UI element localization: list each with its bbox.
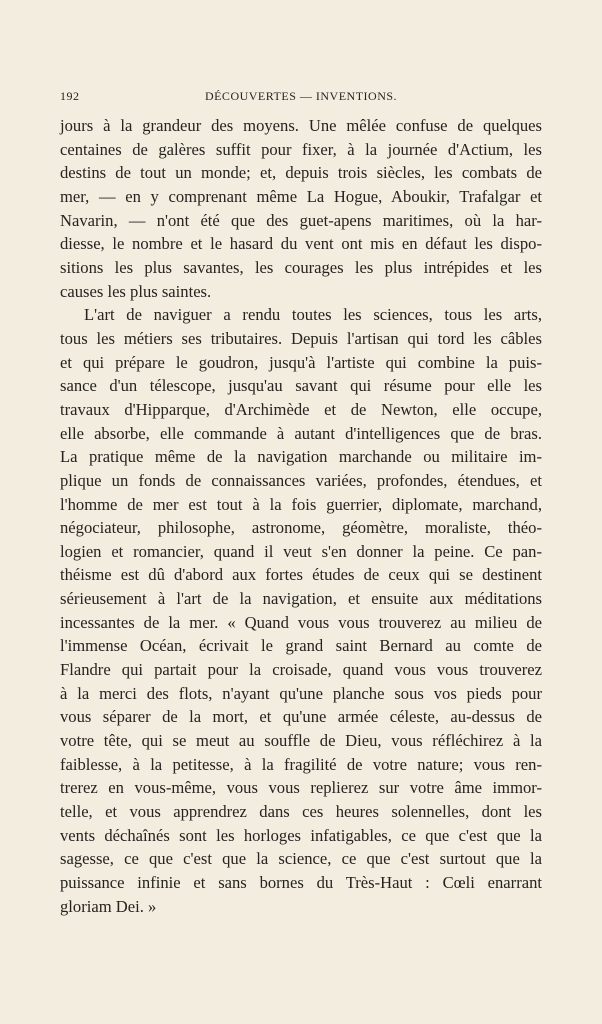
- text-line: sagesse, ce que c'est que la science, ce que c'est surtout que la: [60, 849, 542, 869]
- text-line: causes les plus saintes.: [60, 281, 212, 301]
- running-title: DÉCOUVERTES — INVENTIONS.: [204, 89, 398, 103]
- paragraph: [60, 114, 542, 303]
- text-line: l'immense Océan, écrivait le grand saint Bernard au comte de: [60, 636, 542, 656]
- text-line: sitions les plus savantes, les courages les plus intrépides et les: [60, 257, 542, 277]
- text-line: l'homme de mer est tout à la fois guerrier, diplomate, marchand,: [60, 494, 542, 514]
- running-header: [60, 89, 542, 109]
- text-line: tous les métiers ses tributaires. Depuis l'artisan qui tord les câbles: [60, 328, 542, 348]
- page-number: 192: [60, 89, 80, 103]
- text-line: telle, et vous apprendrez dans ces heures solennelles, dont les: [60, 802, 542, 822]
- text-line: L'art de naviguer a rendu toutes les sciences, tous les arts,: [84, 305, 542, 325]
- text-line: votre tête, qui se meut au souffle de Dieu, vous réfléchirez à la: [60, 731, 542, 751]
- text-line: destins de tout un monde; et, depuis trois siècles, les combats de: [60, 163, 542, 183]
- page-body: [60, 114, 542, 918]
- text-line: elle absorbe, elle commande à autant d'intelligences que de bras.: [60, 423, 542, 443]
- text-line: sance d'un télescope, jusqu'au savant qui résume pour elle les: [60, 376, 542, 396]
- text-line: négociateur, philosophe, astronome, géomètre, moraliste, théo-: [60, 518, 542, 538]
- text-line: trerez en vous-même, vous vous replierez sur votre âme immor-: [60, 778, 542, 798]
- paragraph: [60, 303, 542, 918]
- text-line: et qui prépare le goudron, jusqu'à l'artiste qui combine la puis-: [60, 352, 542, 372]
- text-line: plique un fonds de connaissances variées, profondes, étendues, et: [60, 470, 542, 490]
- text-line: La pratique même de la navigation marchande ou militaire im-: [60, 447, 542, 467]
- text-line: à la merci des flots, n'ayant qu'une planche sous vos pieds pour: [60, 683, 542, 703]
- text-line: puissance infinie et sans bornes du Très-Haut : Cœli enarrant: [60, 873, 542, 892]
- text-line: vents déchaînés sont les horloges infatigables, ce que c'est que la: [60, 825, 542, 845]
- text-line: Navarin, — n'ont été que des guet-apens maritimes, où la har-: [60, 210, 542, 230]
- text-line: faiblesse, à la petitesse, à la fragilité de votre nature; vous ren-: [60, 754, 542, 774]
- text-line: Flandre qui partait pour la croisade, quand vous vous trouverez: [60, 660, 542, 680]
- text-line: vous séparer de la mort, et qu'une armée céleste, au-dessus de: [60, 707, 542, 727]
- text-line: travaux d'Hipparque, d'Archimède et de Newton, elle occupe,: [60, 399, 542, 419]
- text-line: logien et romancier, quand il veut s'en donner la peine. Ce pan-: [60, 541, 542, 561]
- text-line: incessantes de la mer. « Quand vous vous trouverez au milieu de: [60, 612, 542, 632]
- text-line: théisme est dû d'abord aux fortes études de ceux qui se destinent: [60, 565, 542, 585]
- text-line: jours à la grandeur des moyens. Une mêlée confuse de quelques: [60, 116, 542, 135]
- text-line: diesse, le nombre et le hasard du vent ont mis en défaut les dispo-: [60, 234, 542, 254]
- text-line: sérieusement à l'art de la navigation, et ensuite aux méditations: [60, 589, 542, 609]
- text-line: mer, — en y comprenant même La Hogue, Aboukir, Trafalgar et: [60, 186, 542, 206]
- text-line: centaines de galères suffit pour fixer, à la journée d'Actium, les: [60, 139, 542, 159]
- text-line: gloriam Dei. »: [60, 896, 157, 916]
